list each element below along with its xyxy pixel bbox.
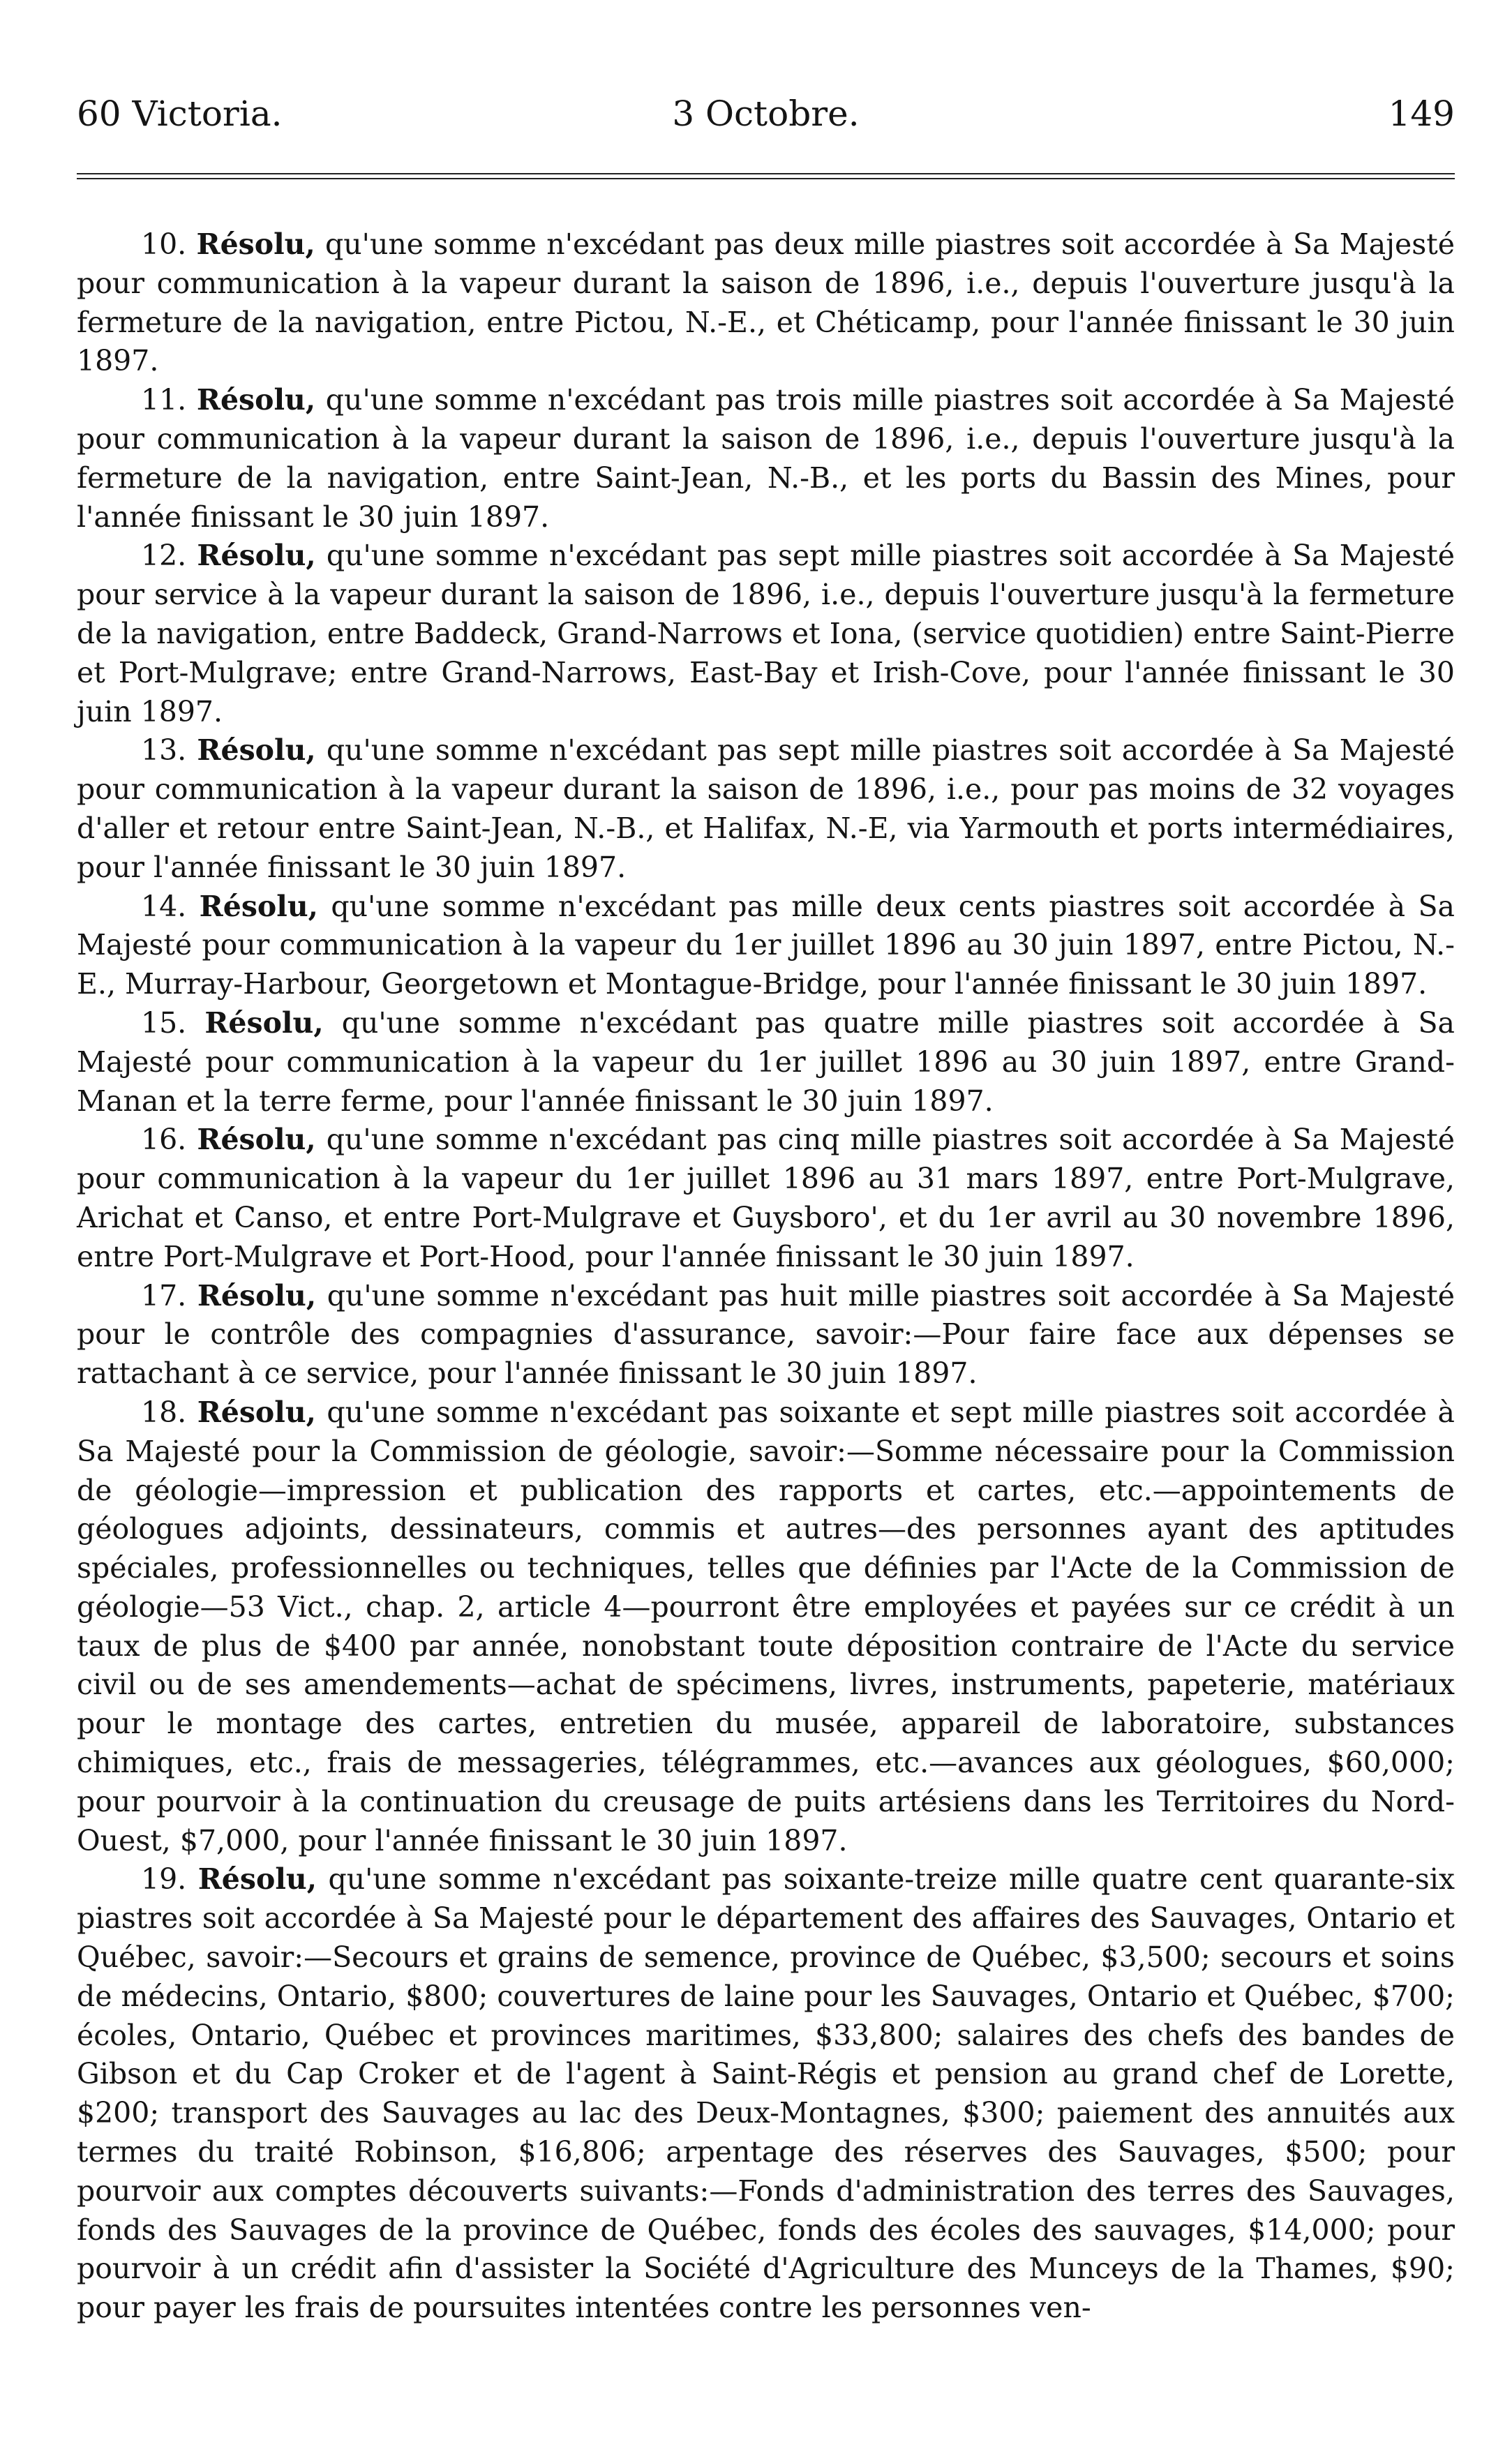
paragraph-10: [77, 225, 1455, 381]
paragraph-text: qu'une somme n'excédant pas soixante et sept mille piastres soit accordée à Sa Majesté pour la Commission de géologie, savoir:—Somme nécessaire pour la Commission de géologie—impression et publication des rapports et cartes, etc.—appointements de géologues adjoints, dessinateurs, commis et autres—des personnes ayant des aptitudes spéciales, professionnelles ou techniques, telles que définies par l'Acte de la Commission de géologie—53 Vict., chap. 2, article 4—pourront être employées et payées sur ce crédit à un taux de plus de $400 par année, nonobstant toute déposition contraire de l'Acte du service civil ou de ses amendements—achat de spécimens, livres, instruments, papeterie, matériaux pour le montage des cartes, entretien du musée, appareil de laboratoire, substances chimiques, etc., frais de messageries, télégrammes, etc.—avances aux géologues, $60,000; pour pourvoir à la continuation du creusage de puits artésiens dans les Territoires du Nord-Ouest, $7,000, pour l'année finissant le 30 juin 1897.: [77, 1395, 1455, 1857]
resolu-label: Résolu,: [199, 889, 318, 923]
header-rule: [77, 173, 1455, 179]
paragraph-18: [77, 1393, 1455, 1861]
paragraph-text: qu'une somme n'excédant pas mille deux cents piastres soit accordée à Sa Majesté pour communication à la vapeur du 1er juillet 1896 au 30 juin 1897, entre Pictou, N.-E., Murray-Harbour, Georgetown et Montague-Bridge, pour l'année finissant le 30 juin 1897.: [77, 889, 1455, 1001]
paragraph-number: 16.: [141, 1123, 187, 1157]
paragraph-number: 15.: [141, 1005, 187, 1040]
resolu-label: Résolu,: [197, 1278, 317, 1312]
paragraph-11: [77, 381, 1455, 537]
paragraph-text: qu'une somme n'excédant pas deux mille piastres soit accordée à Sa Majesté pour communication à la vapeur durant la saison de 1896, i.e., depuis l'ouverture jusqu'à la fermeture de la navigation, entre Pictou, N.-E., et Chéticamp, pour l'année finissant le 30 juin 1897.: [77, 227, 1455, 378]
paragraph-number: 17.: [141, 1278, 187, 1312]
resolu-label: Résolu,: [196, 227, 315, 261]
paragraph-number: 19.: [141, 1862, 187, 1897]
paragraph-text: qu'une somme n'excédant pas soixante-treize mille quatre cent quarante-six piastres soit accordée à Sa Majesté pour le département des affaires des Sauvages, Ontario et Québec, savoir:—Secours et grains de semence, province de Québec, $3,500; secours et soins de médecins, Ontario, $800; couvertures de laine pour les Sauvages, Ontario et Québec, $700; écoles, Ontario, Québec et provinces maritimes, $33,800; salaires des chefs des bandes de Gibson et du Cap Croker et de l'agent à Saint-Régis et pension au grand chef de Lorette, $200; transport des Sauvages au lac des Deux-Montagnes, $300; paiement des annuités aux termes du traité Robinson, $16,806; arpentage des réserves des Sauvages, $500; pour pourvoir aux comptes découverts suivants:—Fonds d'administration des terres des Sauvages, fonds des Sauvages de la province de Québec, fonds des écoles des sauvages, $14,000; pour pourvoir à un crédit afin d'assister la Société d'Agriculture des Munceys de la Thames, $90; pour payer les frais de poursuites intentées contre les personnes ven-: [77, 1862, 1455, 2325]
paragraph-number: 12.: [141, 539, 187, 573]
paragraph-text: qu'une somme n'excédant pas sept mille piastres soit accordée à Sa Majesté pour service à la vapeur durant la saison de 1896, i.e., depuis l'ouverture jusqu'à la fermeture de la navigation, entre Baddeck, Grand-Narrows et Iona, (service quotidien) entre Saint-Pierre et Port-Mulgrave; entre Grand-Narrows, East-Bay et Irish-Cove, pour l'année finissant le 30 juin 1897.: [77, 539, 1455, 728]
paragraph-text: qu'une somme n'excédant pas sept mille piastres soit accordée à Sa Majesté pour communication à la vapeur durant la saison de 1896, i.e., pour pas moins de 32 voyages d'aller et retour entre Saint-Jean, N.-B., et Halifax, N.-E, via Yarmouth et ports intermédiaires, pour l'année finissant le 30 juin 1897.: [77, 733, 1455, 884]
paragraph-17: [77, 1277, 1455, 1393]
resolu-label: Résolu,: [197, 1862, 317, 1897]
resolu-label: Résolu,: [197, 1395, 316, 1429]
paragraph-13: [77, 731, 1455, 887]
resolu-label: Résolu,: [204, 1005, 324, 1040]
paragraph-15: [77, 1004, 1455, 1121]
resolu-label: Résolu,: [197, 733, 316, 768]
paragraph-number: 18.: [141, 1395, 187, 1429]
header-date: 3 Octobre.: [672, 93, 860, 134]
header-volume: 60 Victoria.: [77, 93, 283, 134]
paragraph-text: qu'une somme n'excédant pas quatre mille piastres soit accordée à Sa Majesté pour communication à la vapeur du 1er juillet 1896 au 30 juin 1897, entre Grand-Manan et la terre ferme, pour l'année finissant le 30 juin 1897.: [77, 1005, 1455, 1118]
paragraph-number: 14.: [141, 889, 187, 923]
paragraph-19: [77, 1860, 1455, 2328]
paragraph-14: [77, 888, 1455, 1004]
paragraph-text: qu'une somme n'excédant pas trois mille piastres soit accordée à Sa Majesté pour communication à la vapeur durant la saison de 1896, i.e., depuis l'ouverture jusqu'à la fermeture de la navigation, entre Saint-Jean, N.-B., et les ports du Bassin des Mines, pour l'année finissant le 30 juin 1897.: [77, 383, 1455, 534]
paragraph-text: qu'une somme n'excédant pas huit mille piastres soit accordée à Sa Majesté pour le contrôle des compagnies d'assurance, savoir:—Pour faire face aux dépenses se rattachant à ce service, pour l'année finissant le 30 juin 1897.: [77, 1278, 1455, 1391]
running-header: [77, 89, 1455, 138]
resolu-label: Résolu,: [196, 383, 316, 417]
resolu-label: Résolu,: [197, 1123, 316, 1157]
resolu-label: Résolu,: [197, 539, 316, 573]
paragraph-16: [77, 1121, 1455, 1276]
body-text: [77, 225, 1455, 2328]
paragraph-number: 11.: [141, 383, 187, 417]
page-number: 149: [1388, 93, 1455, 134]
paragraph-text: qu'une somme n'excédant pas cinq mille piastres soit accordée à Sa Majesté pour communication à la vapeur du 1er juillet 1896 au 31 mars 1897, entre Port-Mulgrave, Arichat et Canso, et entre Port-Mulgrave et Guysboro', et du 1er avril au 30 novembre 1896, entre Port-Mulgrave et Port-Hood, pour l'année finissant le 30 juin 1897.: [77, 1123, 1455, 1273]
paragraph-12: [77, 537, 1455, 731]
paragraph-number: 13.: [141, 733, 187, 768]
paragraph-number: 10.: [141, 227, 187, 261]
